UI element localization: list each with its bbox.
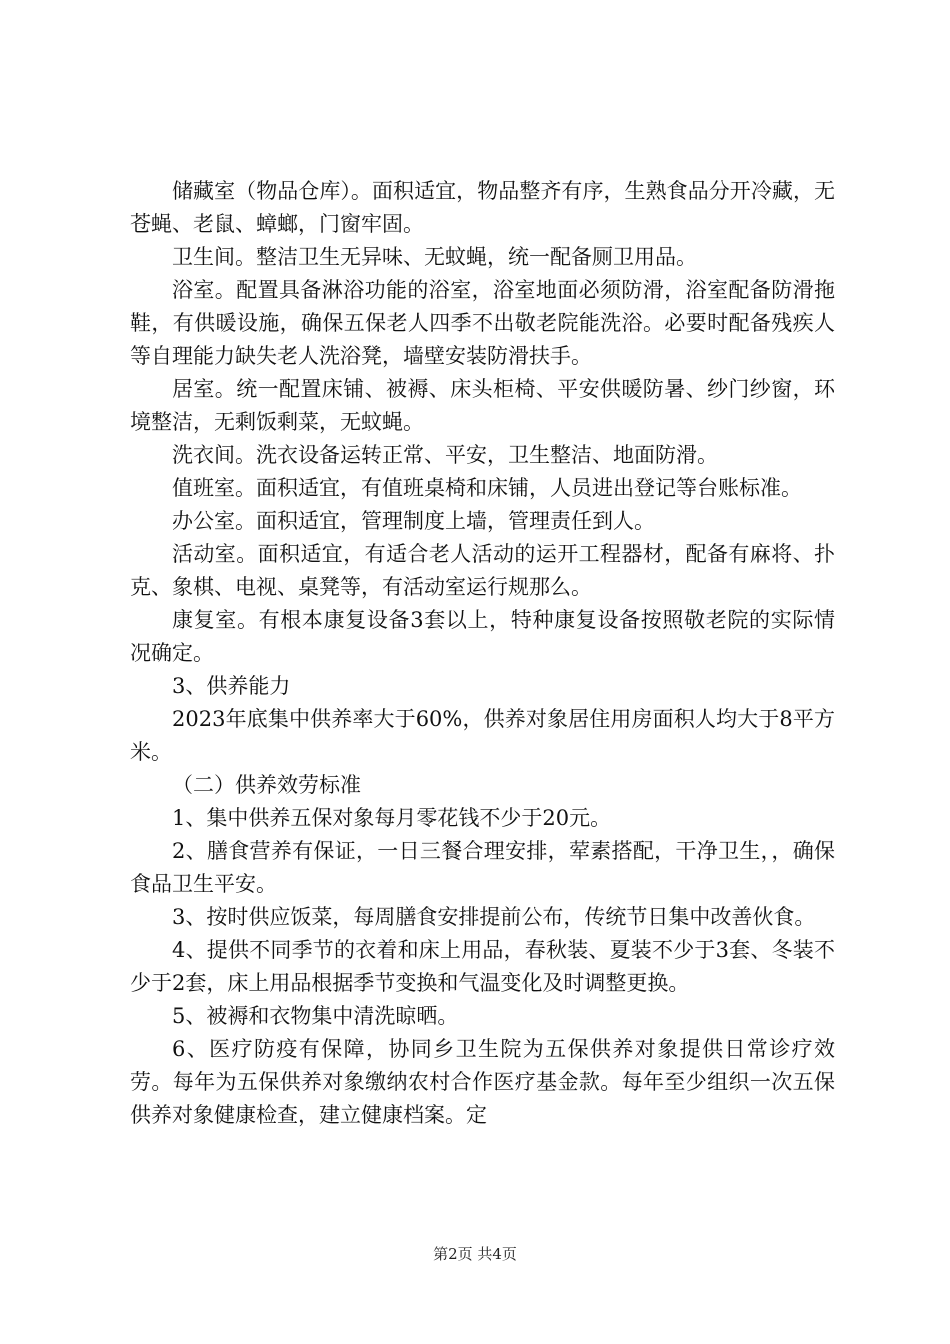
paragraph-item-4: 4、提供不同季节的衣着和床上用品，春秋装、夏装不少于3套、冬装不少于2套，床上用品根据季节变换和气温变化及时调整更换。 (130, 938, 835, 995)
paragraph-storage-room: 储藏室（物品仓库）。面积适宜，物品整齐有序，生熟食品分开冷藏，无苍蝇、老鼠、蟑螂，门窗牢固。 (130, 179, 835, 236)
document-body (130, 175, 835, 1132)
paragraph-item-2: 2、膳食营养有保证，一日三餐合理安排，荤素搭配，干净卫生，，确保食品卫生平安。 (130, 839, 835, 896)
section-heading-service-standard: （二）供养效劳标准 (172, 773, 361, 797)
paragraph-item-3: 3、按时供应饭菜，每周膳食安排提前公布，传统节日集中改善伙食。 (172, 905, 816, 929)
paragraph-restroom: 卫生间。整洁卫生无异味、无蚊蝇，统一配备厕卫用品。 (172, 245, 697, 269)
paragraph-rehab-room: 康复室。有根本康复设备3套以上，特种康复设备按照敬老院的实际情况确定。 (130, 608, 835, 665)
paragraph-item-1: 1、集中供养五保对象每月零花钱不少于20元。 (172, 806, 612, 830)
paragraph-bathroom: 浴室。配置具备淋浴功能的浴室，浴室地面必须防滑，浴室配备防滑拖鞋，有供暖设施，确保五保老人四季不出敬老院能洗浴。必要时配备残疾人等自理能力缺失老人洗浴凳，墙壁安装防滑扶手。 (130, 278, 835, 368)
paragraph-laundry: 洗衣间。洗衣设备运转正常、平安，卫生整洁、地面防滑。 (172, 443, 718, 467)
paragraph-item-5: 5、被褥和衣物集中清洗晾晒。 (172, 1004, 459, 1028)
paragraph-duty-room: 值班室。面积适宜，有值班桌椅和床铺，人员进出登记等台账标准。 (172, 476, 802, 500)
paragraph-office: 办公室。面积适宜，管理制度上墙，管理责任到人。 (172, 509, 655, 533)
paragraph-item-6: 6、医疗防疫有保障，协同乡卫生院为五保供养对象提供日常诊疗效劳。每年为五保供养对象缴纳农村合作医疗基金款。每年至少组织一次五保供养对象健康检查，建立健康档案。定 (130, 1037, 835, 1127)
section-heading-capacity: 3、供养能力 (172, 674, 291, 698)
paragraph-capacity: 2023年底集中供养率大于60%，供养对象居住用房面积人均大于8平方米。 (130, 707, 835, 764)
page-footer: 第2页 共4页 (433, 1245, 517, 1263)
paragraph-bedroom: 居室。统一配置床铺、被褥、床头柜椅、平安供暖防暑、纱门纱窗，环境整洁，无剩饭剩菜，无蚊蝇。 (130, 377, 835, 434)
paragraph-activity-room: 活动室。面积适宜，有适合老人活动的运开工程器材，配备有麻将、扑克、象棋、电视、桌凳等，有活动室运行规那么。 (130, 542, 835, 599)
